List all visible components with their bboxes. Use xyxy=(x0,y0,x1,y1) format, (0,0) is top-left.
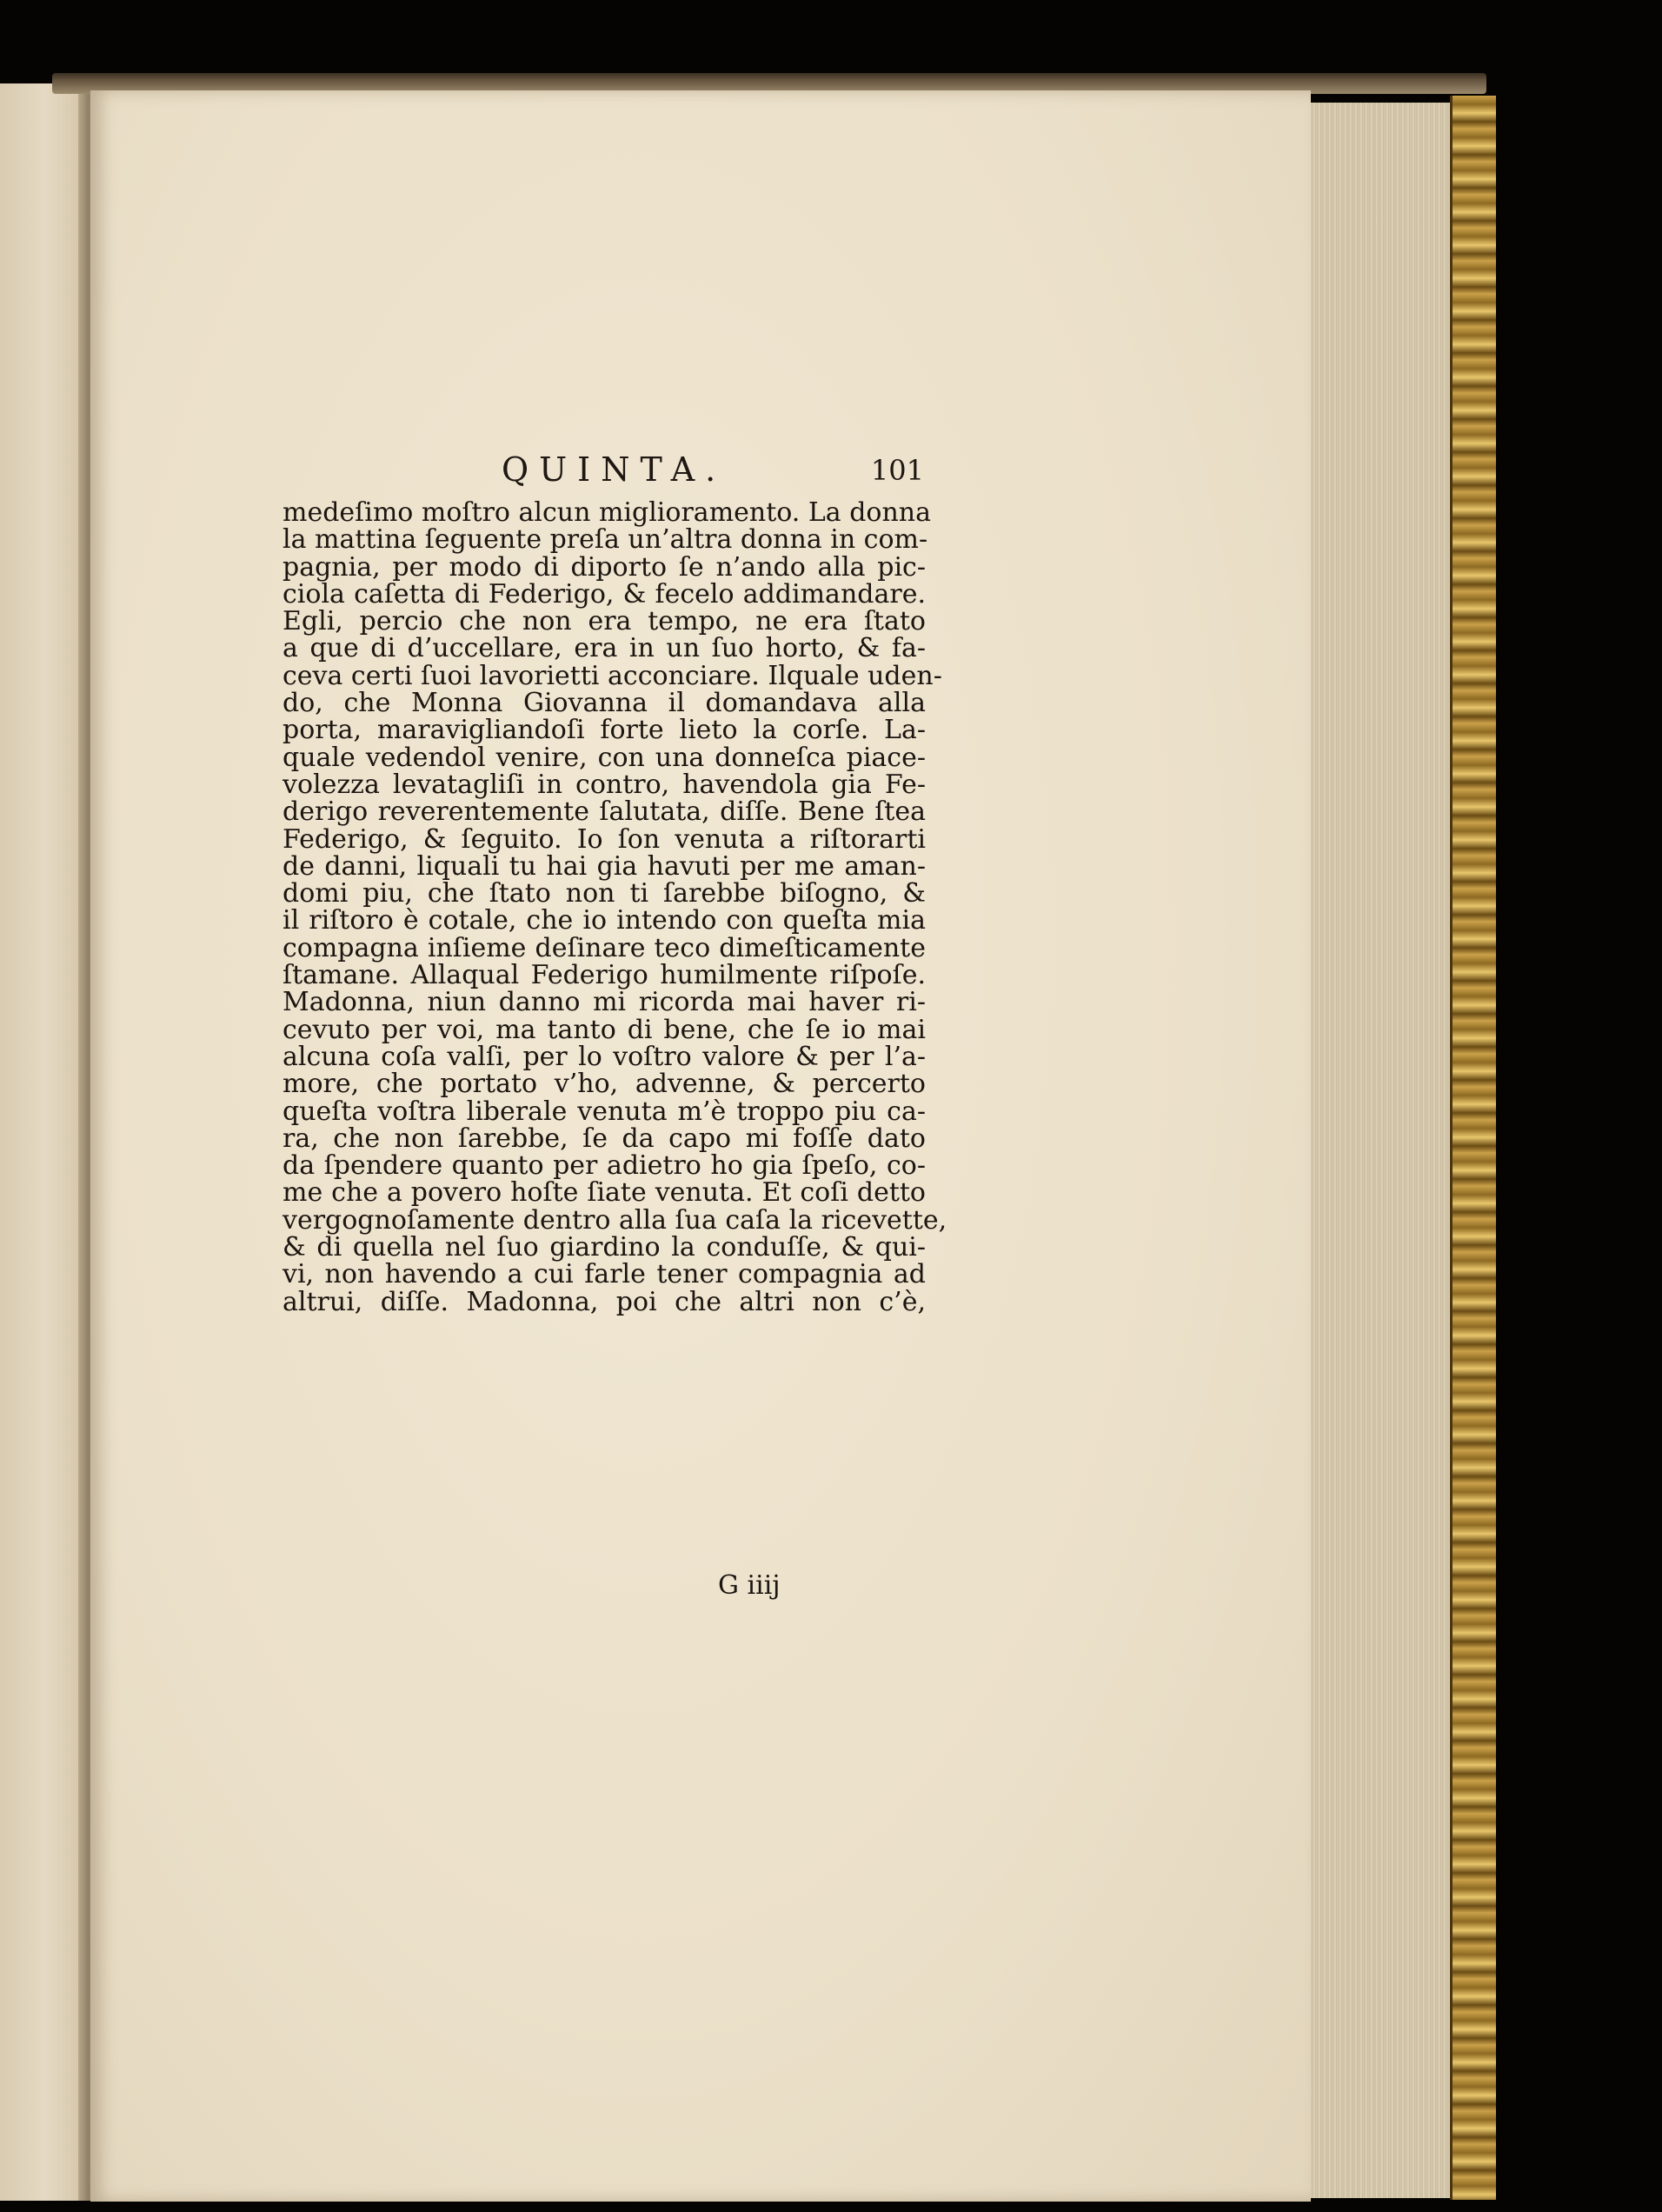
text-line: altrui, diſſe. Madonna, poi che altri non c’è, xyxy=(283,1286,926,1317)
text-line: Federigo, & ſeguito. Io ſon venuta a riſtorarti xyxy=(283,823,926,855)
text-line: volezza levatagliſi in contro, havendola gia Fe- xyxy=(283,769,926,800)
text-line: alcuna coſa valſi, per lo voſtro valore & per l’a- xyxy=(283,1041,926,1072)
page-number: 101 xyxy=(870,454,924,487)
text-line: cevuto per voi, ma tanto di bene, che ſe io mai xyxy=(283,1014,926,1045)
page-header xyxy=(283,450,924,499)
text-line: Madonna, niun danno mi ricorda mai haver ri- xyxy=(283,987,926,1018)
text-line: ciola caſetta di Federigo, & fecelo addimandare. xyxy=(283,578,926,610)
text-line: ceva certi ſuoi lavorietti acconciare. Ilquale uden- xyxy=(283,660,942,691)
text-line: ſtamane. Allaqual Federigo humilmente riſpoſe. xyxy=(283,960,926,991)
text-line: da ſpendere quanto per adietro ho gia ſpeſo, co- xyxy=(283,1150,926,1182)
body-text xyxy=(283,497,947,1317)
text-line: medeſimo moſtro alcun miglioramento. La donna xyxy=(283,497,932,528)
text-line: domi piu, che ſtato non ti ſarebbe biſogno, & xyxy=(283,878,926,909)
text-line: Egli, percio che non era tempo, ne era ſtato xyxy=(283,606,926,637)
page-fore-edges xyxy=(1311,103,1450,2198)
text-line: do, che Monna Giovanna il domandava alla xyxy=(283,688,926,719)
text-line: vergognoſamente dentro alla ſua caſa la ricevette, xyxy=(283,1204,947,1236)
signature-mark: G iiij xyxy=(718,1570,781,1601)
text-line: vi, non havendo a cui farle tener compagnia ad xyxy=(283,1259,926,1290)
text-line: quale vedendol venire, con una donneſca piace- xyxy=(283,742,926,773)
text-line: compagna inſieme deſinare teco dimeſticamente xyxy=(283,932,926,963)
text-line: la mattina ſeguente preſa un’altra donna in com- xyxy=(283,524,928,556)
text-line: ra, che non ſarebbe, ſe da capo mi foſſe dato xyxy=(283,1123,926,1154)
text-line: a que di d’uccellare, era in un ſuo horto, & fa- xyxy=(283,633,926,664)
text-line: il riſtoro è cotale, che io intendo con queſta mia xyxy=(283,905,926,936)
text-line: de danni, liquali tu hai gia havuti per me aman- xyxy=(283,850,926,882)
text-line: pagnia, per modo di diporto ſe n’ando alla pic- xyxy=(283,551,926,583)
text-line: & di quella nel ſuo giardino la conduſſe, & qui- xyxy=(283,1232,926,1263)
text-line: queſta voſtra liberale venuta m’è troppo piu ca- xyxy=(283,1096,926,1127)
text-line: more, che portato v’ho, advenne, & percerto xyxy=(283,1069,926,1100)
running-head: QUINTA. xyxy=(502,450,727,489)
text-line: porta, maravigliandoſi forte lieto la corſe. La- xyxy=(283,715,926,746)
text-line: me che a povero hoſte ſiate venuta. Et coſi detto xyxy=(283,1177,926,1209)
text-line: derigo reverentemente ſalutata, diſſe. Bene ſtea xyxy=(283,796,926,828)
left-page-edge xyxy=(0,83,83,2201)
gilt-binding-edge xyxy=(1450,96,1496,2200)
